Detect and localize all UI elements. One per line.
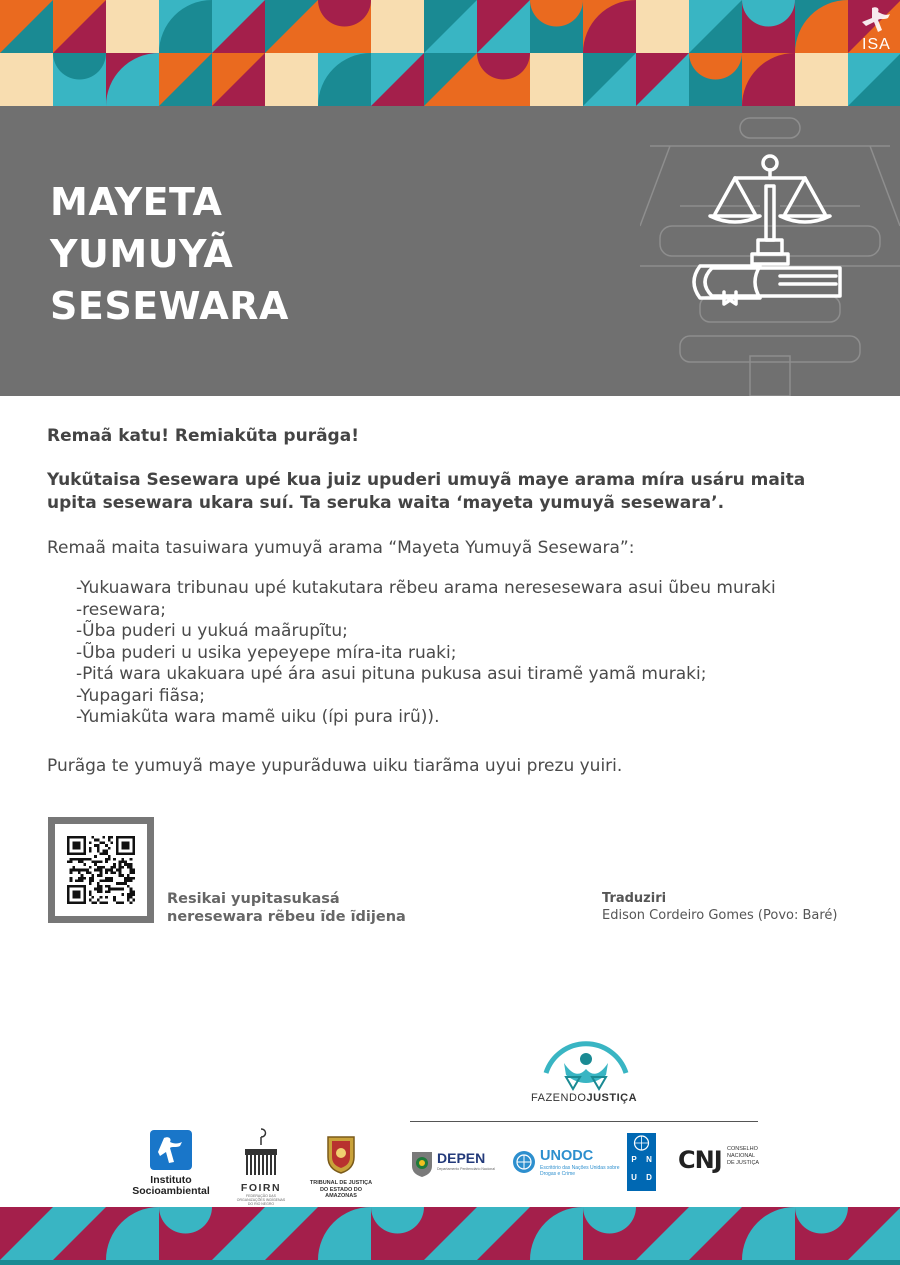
un-emblem-icon	[627, 1133, 656, 1153]
cnj-sub-line-2: NACIONAL	[727, 1153, 756, 1159]
list-intro-text: Remaã maita tasuiwara yumuyã arama “Mayeta Yumuyã Sesewara”:	[47, 538, 635, 558]
closing-text: Purãga te yumuyã maye yupurãduwa uiku tiarãma uyui prezu yuiri.	[47, 755, 623, 776]
tj-crest-icon	[324, 1133, 358, 1175]
title-line-3: SESEWARA	[50, 284, 289, 328]
isa-mark-text: ISA	[862, 36, 891, 53]
un-globe-icon	[512, 1150, 536, 1174]
hero-banner	[0, 106, 900, 396]
tj-logo-line-2: DO ESTADO DO AMAZONAS	[319, 1186, 363, 1199]
isa-corner-mark	[852, 4, 896, 56]
intro-paragraph: Yukũtaisa Sesewara upé kua juiz upuderi umuyã maye arama míra usáru maita upita sesewara ukara suí. Ta seruka waita ‘mayeta yumuyã sesewara’.	[47, 470, 806, 513]
title-line-2: YUMUYÃ	[50, 232, 234, 276]
page-title	[50, 176, 289, 332]
bottom-pattern-band	[0, 1207, 900, 1265]
fazendo-justica-text	[531, 1092, 637, 1104]
cnj-sub-line-1: CONSELHO	[727, 1146, 758, 1152]
pnud-logo	[627, 1133, 656, 1191]
cnj-logo-subtext	[727, 1146, 777, 1167]
justica-text: JUSTIÇA	[586, 1092, 638, 1104]
list-item: -Yukuawara tribunau upé kutakutara rẽbeu arama neresesewara asui ũbeu muraki	[76, 578, 776, 598]
foirn-logo-subtext: FEDERAÇÃO DAS ORGANIZAÇÕES INDÍGENAS DO RIO NEGRO	[236, 1194, 286, 1206]
fazendo-text: FAZENDO	[531, 1092, 587, 1104]
qr-caption-line-1: Resikai yupitasukasá	[167, 891, 340, 907]
cnj-sub-line-3: DE JUSTIÇA	[727, 1160, 760, 1166]
depen-badge-icon	[410, 1150, 434, 1178]
main-content	[47, 425, 857, 778]
list-item: -Yupagari fiãsa;	[76, 685, 205, 706]
instituto-socioambiental-logo	[130, 1130, 212, 1197]
list-item: -Pitá wara ukakuara upé ára asui pituna pukusa asui tiramẽ yamã muraki;	[76, 664, 707, 684]
top-pattern-band	[0, 0, 900, 106]
unodc-logo-text: UNODC	[540, 1148, 594, 1164]
title-line-1: MAYETA	[50, 180, 223, 224]
qr-code-inner	[55, 824, 147, 916]
translator-name: Edison Cordeiro Gomes (Povo: Baré)	[602, 908, 838, 923]
pnud-letter-n: N	[646, 1155, 652, 1164]
unodc-logo-subtext: Escritório das Nações Unidas sobre Drogas e Crime	[540, 1165, 620, 1177]
requirements-list	[76, 578, 857, 729]
list-item: -Yumiakũta wara mamẽ uiku (ípi pura irũ)).	[76, 707, 440, 727]
pnud-letter-u: U	[631, 1173, 637, 1182]
list-item: -Ũba puderi u usika yepeyepe míra-ita ruaki;	[76, 642, 457, 663]
qr-caption-line-2: neresewara rẽbeu ĩde ĩdijena	[167, 909, 406, 925]
pnud-letter-p: P	[631, 1155, 637, 1164]
unodc-logo	[512, 1148, 620, 1179]
qr-code[interactable]	[48, 817, 154, 923]
qr-caption	[167, 890, 406, 926]
list-item: -Ũba puderi u yukuá maãrupĩtu;	[76, 621, 348, 641]
depen-logo-subtext: Departamento Penitenciário Nacional	[437, 1167, 495, 1171]
tj-logo-line-1: TRIBUNAL DE JUSTIÇA	[309, 1180, 373, 1186]
qr-code-icon	[67, 836, 135, 904]
foirn-comb-icon	[241, 1127, 281, 1177]
list-item: -resewara;	[76, 599, 166, 620]
cnj-logo-text: CNJ	[678, 1146, 722, 1174]
depen-logo-text: DEPEN	[437, 1150, 486, 1166]
isa-figure-icon	[852, 4, 896, 38]
translator-label: Traduziri	[602, 891, 667, 906]
justice-scale-icon	[640, 106, 900, 396]
foirn-logo	[236, 1127, 286, 1206]
depen-logo	[410, 1150, 495, 1178]
isa-logo-icon	[150, 1130, 192, 1170]
tribunal-justica-logo	[308, 1133, 374, 1200]
logo-divider	[410, 1121, 758, 1122]
isa-logo-line-2: Socioambiental	[132, 1185, 210, 1197]
translator-credit	[602, 890, 838, 924]
pnud-letter-d: D	[646, 1173, 652, 1182]
isa-logo-line-1: Instituto	[150, 1174, 192, 1186]
greeting-text: Remaã katu! Remiakũta purãga!	[47, 426, 359, 446]
foirn-logo-text: FOIRN	[240, 1182, 282, 1194]
